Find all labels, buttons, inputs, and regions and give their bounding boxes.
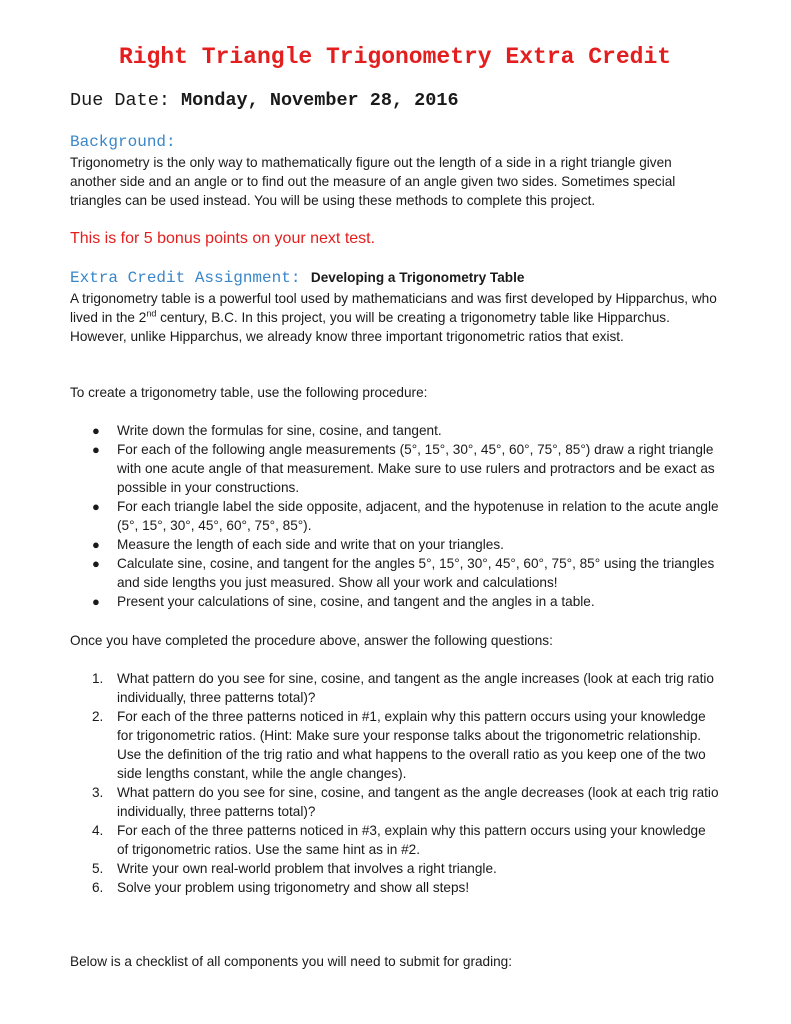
bullet-icon: ● — [92, 499, 100, 514]
step-text: Present your calculations of sine, cosine, and tangent and the angles in a table. — [117, 594, 595, 609]
question-number: 1. — [92, 671, 104, 686]
background-heading: Background: — [70, 133, 176, 151]
questions-intro: Once you have completed the procedure above, answer the following questions: — [70, 633, 553, 648]
bullet-icon: ● — [92, 556, 100, 571]
assignment-subheading: Developing a Trigonometry Table — [310, 270, 525, 285]
step-text: Calculate sine, cosine, and tangent for the angles 5°, 15°, 30°, 45°, 60°, 75°, 85° using the triangles and side lengths you just measured. Show all your work and calculations! — [117, 556, 715, 590]
procedure-steps-list — [70, 421, 720, 611]
question-text: Write your own real-world problem that involves a right triangle. — [117, 861, 497, 876]
question-text: Solve your problem using trigonometry and show all steps! — [117, 880, 470, 895]
list-item — [70, 669, 720, 707]
step-text: Measure the length of each side and write that on your triangles. — [117, 537, 504, 552]
question-number: 5. — [92, 861, 104, 876]
question-number: 6. — [92, 880, 104, 895]
assignment-text-sup: nd — [146, 308, 157, 319]
list-item — [70, 535, 720, 554]
assignment-heading: Extra Credit Assignment: — [70, 269, 301, 287]
question-text: For each of the three patterns noticed in #3, explain why this pattern occurs using your knowledge of trigonometric ratios. Use the same hint as in #2. — [117, 823, 706, 857]
assignment-text — [70, 289, 720, 346]
list-item — [70, 421, 720, 440]
questions-list — [70, 669, 720, 897]
assignment-text-part2: century, B.C. In this project, you will be creating a trigonometry table like Hipparchus. However, unlike Hipparchus, we already know three important trigonometric ratios that exist. — [70, 310, 670, 344]
list-item — [70, 592, 720, 611]
step-text: For each triangle label the side opposite, adjacent, and the hypotenuse in relation to the acute angle (5°, 15°, 30°, 45°, 60°, 75°, 85°). — [117, 499, 719, 533]
bullet-icon: ● — [92, 537, 100, 552]
due-date — [70, 90, 459, 111]
question-number: 3. — [92, 785, 104, 800]
step-text: Write down the formulas for sine, cosine, and tangent. — [117, 423, 442, 438]
list-item — [70, 440, 720, 497]
question-number: 2. — [92, 709, 104, 724]
bonus-note: This is for 5 bonus points on your next test. — [70, 230, 376, 247]
step-text: For each of the following angle measurements (5°, 15°, 30°, 45°, 60°, 75°, 85°) draw a right triangle with one acute angle of that measurement. Make sure to use rulers and protractors and be exact as possible in your constructions. — [117, 442, 715, 495]
list-item — [70, 783, 720, 821]
due-date-label: Due Date: — [70, 90, 170, 111]
list-item — [70, 707, 720, 783]
question-text: For each of the three patterns noticed in #1, explain why this pattern occurs using your knowledge for trigonometric ratios. (Hint: Make sure your response talks about the trigonometric relationship. Use the definition of the trig ratio and what happens to the overall ratio as you keep one of the two side lengths constant, while the angle changes). — [117, 709, 706, 781]
question-text: What pattern do you see for sine, cosine, and tangent as the angle decreases (look at each trig ratio individually, three patterns total)? — [117, 785, 719, 819]
list-item — [70, 878, 720, 897]
list-item — [70, 497, 720, 535]
bullet-icon: ● — [92, 423, 100, 438]
assignment-text-part1: A trigonometry table is a powerful tool used by mathematicians and was first developed by Hipparchus, who lived in the 2 — [70, 291, 717, 325]
bullet-icon: ● — [92, 594, 100, 609]
page-title: Right Triangle Trigonometry Extra Credit — [118, 44, 672, 70]
list-item — [70, 554, 720, 592]
background-text: Trigonometry is the only way to mathematically figure out the length of a side in a right triangle given another side and an angle or to find out the measure of an angle given two sides. Sometimes special triangles can be used instead. You will be using these methods to complete this project. — [70, 155, 676, 208]
procedure-intro: To create a trigonometry table, use the following procedure: — [70, 385, 428, 400]
question-text: What pattern do you see for sine, cosine, and tangent as the angle increases (look at each trig ratio individually, three patterns total)? — [117, 671, 714, 705]
checklist-intro: Below is a checklist of all components you will need to submit for grading: — [70, 954, 513, 969]
assignment-heading-line — [70, 269, 524, 287]
bullet-icon: ● — [92, 442, 100, 457]
due-date-value: Monday, November 28, 2016 — [181, 90, 459, 111]
list-item — [70, 821, 720, 859]
list-item — [70, 859, 720, 878]
question-number: 4. — [92, 823, 104, 838]
